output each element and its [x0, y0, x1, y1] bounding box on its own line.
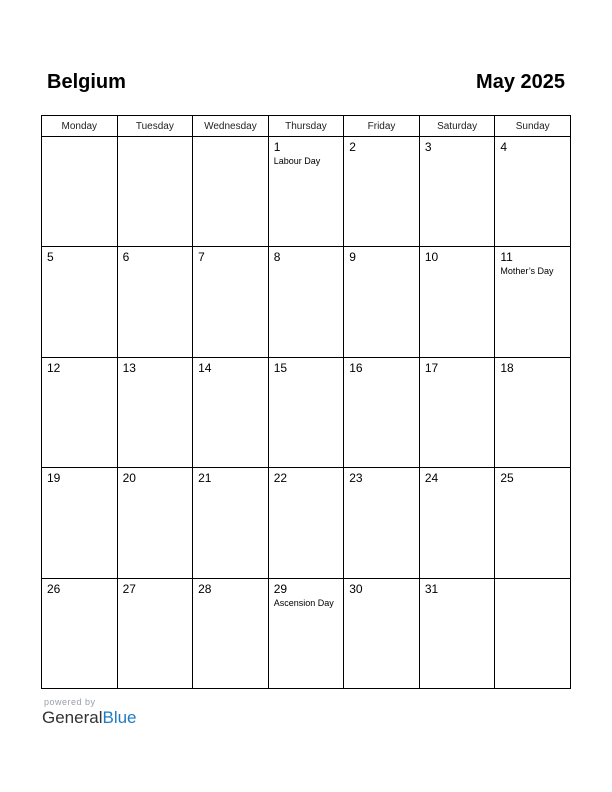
day-number: 16: [349, 360, 363, 375]
brand-name-general: General: [42, 708, 103, 727]
brand-logo: [42, 708, 137, 728]
day-number: 1: [273, 140, 281, 154]
day-cell: [42, 468, 118, 578]
weekday-header: Wednesday: [193, 116, 269, 137]
week-row: [42, 468, 571, 578]
day-number: 7: [198, 250, 205, 265]
country-title: Belgium: [47, 71, 126, 93]
day-number: 4: [500, 140, 508, 154]
calendar-grid: [41, 115, 571, 689]
day-cell: [344, 247, 420, 357]
holiday-label: Mother’s Day: [500, 266, 554, 277]
day-cell: [193, 357, 269, 467]
day-cell: [419, 247, 495, 357]
day-number: 12: [47, 360, 61, 375]
week-row: [42, 247, 571, 357]
weekday-header: Tuesday: [117, 116, 193, 137]
day-number: 15: [273, 360, 288, 375]
weekday-header: Monday: [42, 116, 118, 137]
day-number: 8: [273, 250, 281, 265]
day-cell: [268, 137, 344, 247]
day-cell: [268, 247, 344, 357]
day-number: 22: [273, 471, 288, 486]
day-cell: [268, 468, 344, 578]
day-number: 29: [273, 581, 288, 596]
day-cell: [42, 578, 118, 688]
day-cell: [495, 468, 571, 578]
day-cell: [268, 357, 344, 467]
day-cell: [344, 468, 420, 578]
day-number: 2: [349, 140, 356, 154]
day-number: 26: [47, 581, 61, 596]
day-number: 19: [47, 471, 61, 486]
day-cell: [419, 578, 495, 688]
week-row: [42, 357, 571, 467]
weekday-header: Saturday: [419, 116, 495, 137]
day-number: 17: [424, 360, 439, 375]
holiday-label: Ascension Day: [273, 597, 334, 608]
month-year-title: May 2025: [476, 71, 565, 93]
day-cell: [419, 357, 495, 467]
day-cell: [495, 357, 571, 467]
day-cell: [193, 247, 269, 357]
day-cell: [344, 357, 420, 467]
weekday-header-row: [42, 116, 571, 137]
day-number: 25: [500, 471, 514, 486]
day-number: 23: [349, 471, 363, 486]
week-row: [42, 578, 571, 688]
day-cell: [495, 578, 571, 688]
day-cell: [117, 137, 193, 247]
day-cell: [42, 357, 118, 467]
day-number: 27: [122, 581, 136, 596]
powered-by-label: powered by: [44, 697, 96, 707]
day-cell: [495, 137, 571, 247]
brand-name-blue: Blue: [102, 708, 137, 727]
day-cell: [344, 578, 420, 688]
calendar-header: [0, 0, 612, 110]
day-number: 20: [122, 471, 136, 486]
day-number: 9: [349, 250, 356, 265]
day-number: 14: [198, 360, 212, 375]
day-number: 24: [424, 471, 439, 486]
weekday-header: Sunday: [495, 116, 571, 137]
day-cell: [193, 578, 269, 688]
day-number: 28: [198, 581, 212, 596]
day-cell: [419, 468, 495, 578]
day-number: 18: [500, 360, 514, 375]
day-cell: [193, 468, 269, 578]
weekday-header: Thursday: [268, 116, 344, 137]
day-cell: [42, 247, 118, 357]
day-cell: [268, 578, 344, 688]
day-cell: [419, 137, 495, 247]
day-cell: [495, 247, 571, 357]
day-number: 5: [47, 250, 54, 265]
weekday-header: Friday: [344, 116, 420, 137]
day-number: 31: [424, 581, 439, 596]
day-cell: [117, 247, 193, 357]
day-number: 21: [198, 471, 212, 486]
day-number: 13: [122, 360, 136, 375]
day-number: 3: [424, 140, 432, 154]
footer-branding: [42, 697, 137, 728]
holiday-label: Labour Day: [273, 156, 321, 166]
day-number: 30: [349, 581, 363, 596]
day-cell: [42, 137, 118, 247]
week-row: [42, 137, 571, 247]
day-number: 6: [122, 250, 130, 265]
day-cell: [344, 137, 420, 247]
day-number: 11: [500, 250, 513, 265]
day-cell: [117, 357, 193, 467]
day-cell: [193, 137, 269, 247]
day-cell: [117, 578, 193, 688]
day-cell: [117, 468, 193, 578]
day-number: 10: [424, 250, 439, 265]
